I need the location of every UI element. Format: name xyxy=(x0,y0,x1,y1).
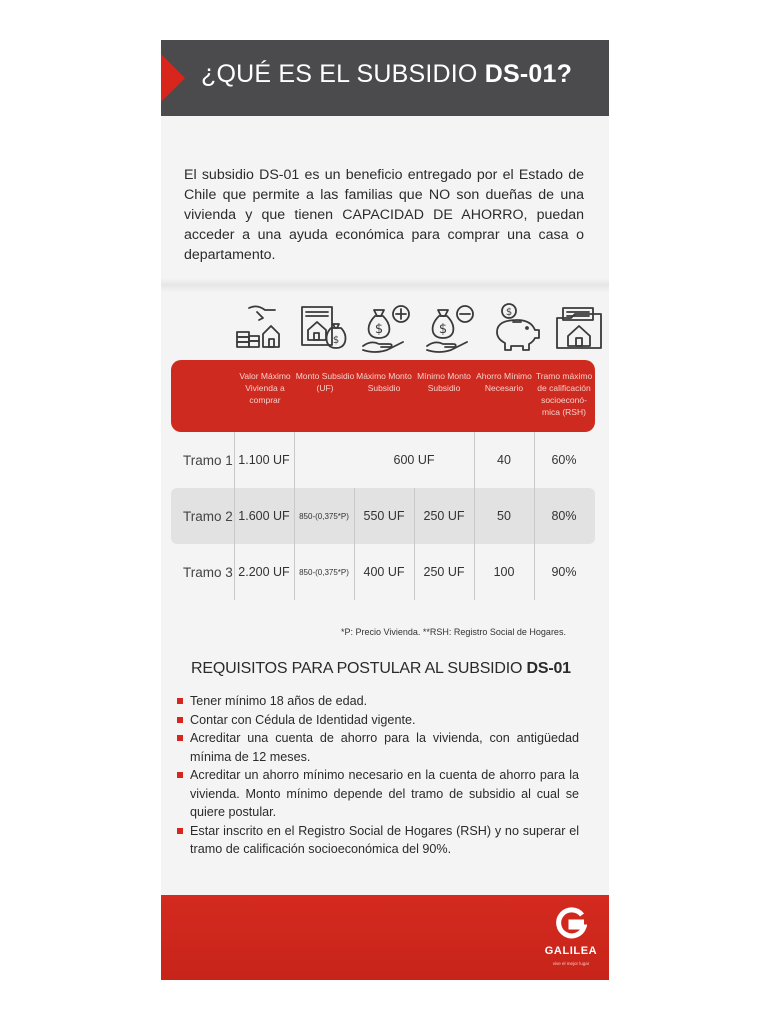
header-banner xyxy=(161,40,609,116)
document-house-icon xyxy=(297,302,349,354)
bullet-square-icon xyxy=(177,828,183,834)
list-item: Contar con Cédula de Identidad vigente. xyxy=(177,711,579,730)
column-divider xyxy=(234,432,235,600)
column-header-monto: Monto Subsidio (UF) xyxy=(295,371,355,393)
monto-cell: 850-(0,375*P) xyxy=(299,567,349,577)
icons-row xyxy=(233,302,603,354)
folder-house-icon xyxy=(553,302,605,354)
list-item: Tener mínimo 18 años de edad. xyxy=(177,692,579,711)
requirements-list xyxy=(177,692,579,859)
ahorro-cell: 50 xyxy=(497,509,511,523)
table-header xyxy=(171,360,595,432)
column-divider xyxy=(534,432,535,600)
list-item: Acreditar un ahorro mínimo necesario en la cuenta de ahorro para la vivienda. Monto mínimo depende del tramo de subsidio al cual se quiere postular. xyxy=(177,766,579,822)
tramo-label: Tramo 2 xyxy=(183,508,233,524)
ahorro-cell: 100 xyxy=(493,565,515,579)
brochure-page xyxy=(161,40,609,980)
piggy-bank-icon xyxy=(489,302,541,354)
svg-text:$: $ xyxy=(438,322,448,337)
footer-banner xyxy=(161,895,609,980)
hand-money-plus-icon xyxy=(361,302,413,354)
bullet-square-icon xyxy=(177,717,183,723)
minimo-cell: 250 UF xyxy=(423,565,465,579)
maximo-cell: 600 UF xyxy=(393,453,435,467)
column-header-rsh: Tramo máximo de calificación socioeconó-mica (RSH) xyxy=(535,371,593,417)
column-divider xyxy=(414,488,415,600)
maximo-cell: 400 UF xyxy=(363,565,405,579)
valor-cell: 2.200 UF xyxy=(238,565,290,579)
page-title: ¿QUÉ ES EL SUBSIDIO DS-01? xyxy=(201,60,573,88)
house-money-icon xyxy=(233,302,285,354)
table-footnote: *P: Precio Vivienda. **RSH: Registro Social de Hogares. xyxy=(341,627,566,637)
requirements-title: REQUISITOS PARA POSTULAR AL SUBSIDIO DS-01 xyxy=(191,660,571,677)
column-header-valor: Valor Máximo Vivienda a comprar xyxy=(239,371,291,405)
bullet-square-icon xyxy=(177,735,183,741)
svg-text:$: $ xyxy=(505,307,513,318)
maximo-cell: 550 UF xyxy=(363,509,405,523)
valor-cell: 1.100 UF xyxy=(238,453,290,467)
tramo-label: Tramo 1 xyxy=(183,452,233,468)
logo-text: GALILEA xyxy=(544,945,598,957)
svg-text:$: $ xyxy=(374,322,384,337)
intro-paragraph: El subsidio DS-01 es un beneficio entregado por el Estado de Chile que permite a las familias que NO son dueñas de una vivienda y que tienen CAPACIDAD DE AHORRO, puedan acceder a una ayuda económica para comprar una casa o departamento. xyxy=(184,167,584,263)
list-item: Estar inscrito en el Registro Social de Hogares (RSH) y no superar el tramo de calificación socioeconómica del 90%. xyxy=(177,822,579,859)
column-header-maximo: Máximo Monto Subsidio xyxy=(356,371,412,393)
bullet-square-icon xyxy=(177,698,183,704)
column-header-minimo: Mínimo Monto Subsidio xyxy=(417,371,471,393)
header-flag-decoration xyxy=(161,54,185,102)
monto-cell xyxy=(294,432,354,488)
column-divider xyxy=(294,432,295,600)
rsh-cell: 90% xyxy=(551,565,577,579)
valor-cell: 1.600 UF xyxy=(238,509,290,523)
list-item: Acreditar una cuenta de ahorro para la vivienda, con antigüedad mínima de 12 meses. xyxy=(177,729,579,766)
column-divider xyxy=(474,432,475,600)
divider-shadow xyxy=(161,278,609,292)
rsh-cell: 60% xyxy=(551,453,577,467)
bullet-square-icon xyxy=(177,772,183,778)
rsh-cell: 80% xyxy=(551,509,577,523)
hand-money-minus-icon xyxy=(425,302,477,354)
column-header-ahorro: Ahorro Mínimo Necesario xyxy=(476,371,532,393)
monto-cell: 850-(0,375*P) xyxy=(299,511,349,521)
ahorro-cell: 40 xyxy=(497,453,511,467)
svg-text:$: $ xyxy=(332,335,340,346)
logo-tagline: vive el mejor lugar xyxy=(552,961,590,966)
galilea-logo-icon xyxy=(555,907,587,939)
tramo-label: Tramo 3 xyxy=(183,564,233,580)
minimo-cell: 250 UF xyxy=(423,509,465,523)
column-divider xyxy=(354,488,355,600)
